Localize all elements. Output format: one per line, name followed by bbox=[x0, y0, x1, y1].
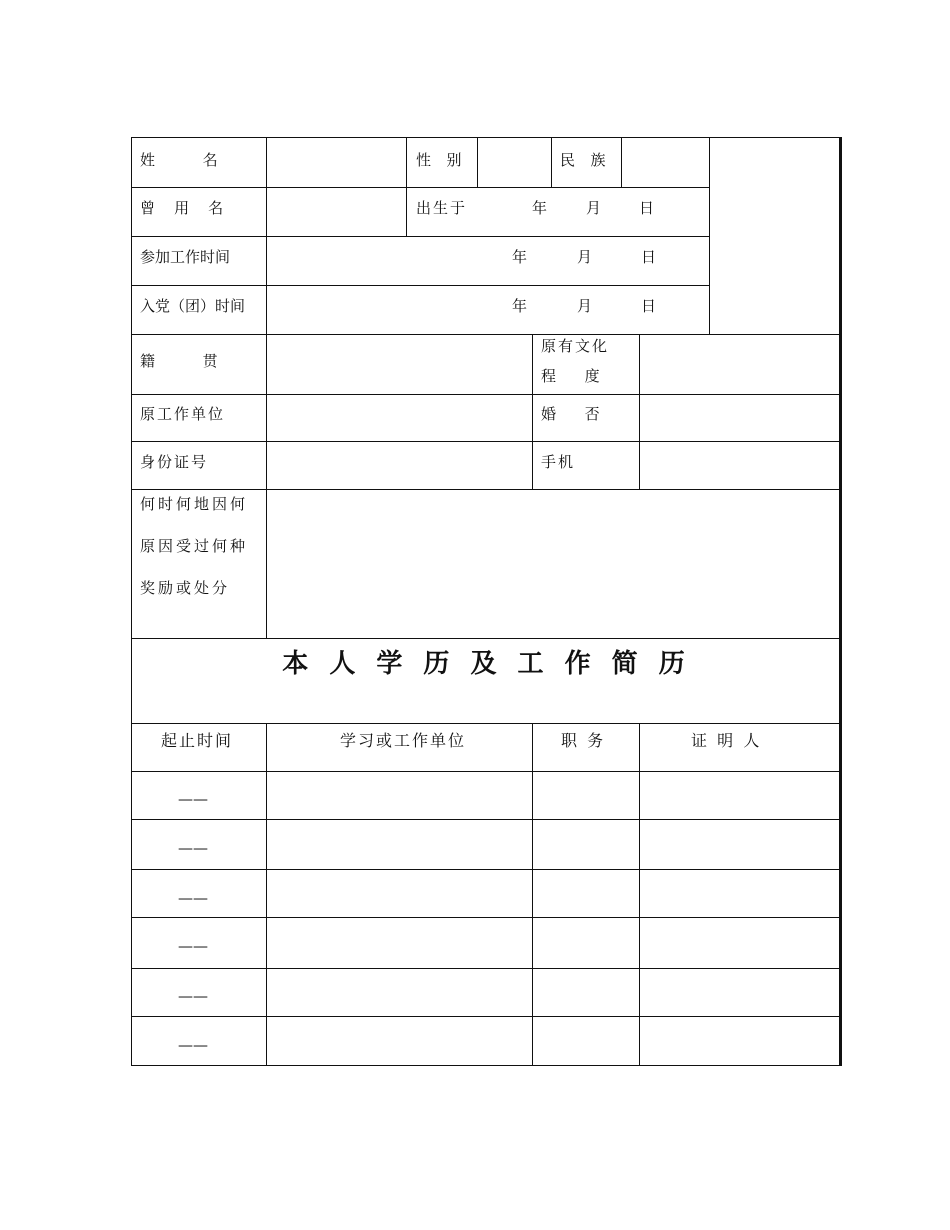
period-dash: —— bbox=[178, 839, 208, 857]
former-unit-label: 原工作单位 bbox=[140, 405, 226, 423]
awards-field[interactable] bbox=[267, 490, 839, 638]
former-name-label: 曾 用 名 bbox=[140, 199, 224, 217]
table-row[interactable] bbox=[132, 772, 839, 819]
table-row[interactable] bbox=[132, 820, 839, 869]
native-place-field[interactable] bbox=[267, 335, 532, 394]
ethnicity-label: 民 族 bbox=[560, 151, 608, 169]
position-header: 职 务 bbox=[561, 731, 604, 750]
mobile-field[interactable] bbox=[640, 442, 839, 489]
gender-field[interactable] bbox=[478, 138, 551, 187]
education-label-line1: 原有文化 bbox=[541, 337, 610, 355]
awards-label-line2: 原因受过何种 bbox=[140, 537, 249, 555]
col-line bbox=[551, 137, 552, 187]
row-line bbox=[131, 187, 710, 188]
born-year-label: 年 bbox=[532, 199, 548, 217]
join-party-year-label: 年 bbox=[512, 297, 528, 315]
period-dash: —— bbox=[178, 790, 208, 808]
history-title: 本 人 学 历 及 工 作 简 历 bbox=[282, 649, 691, 679]
witness-header: 证 明 人 bbox=[691, 731, 760, 750]
table-row[interactable] bbox=[132, 870, 839, 917]
period-dash: —— bbox=[178, 1036, 208, 1054]
row-line bbox=[131, 723, 842, 724]
ethnicity-field[interactable] bbox=[622, 138, 709, 187]
period-dash: —— bbox=[178, 937, 208, 955]
born-label: 出生于 bbox=[416, 199, 468, 217]
gender-label: 性 别 bbox=[416, 151, 464, 169]
name-field[interactable] bbox=[267, 138, 406, 187]
border-bottom bbox=[131, 1065, 842, 1066]
join-work-day-label: 日 bbox=[641, 248, 657, 266]
border-right bbox=[839, 137, 842, 1066]
row-line bbox=[131, 285, 710, 286]
join-party-month-label: 月 bbox=[577, 297, 593, 315]
born-day-label: 日 bbox=[639, 199, 655, 217]
name-label: 姓 名 bbox=[140, 151, 218, 169]
former-unit-field[interactable] bbox=[267, 395, 532, 441]
education-field[interactable] bbox=[640, 335, 839, 394]
period-dash: —— bbox=[178, 987, 208, 1005]
row-line bbox=[131, 638, 842, 639]
row-line bbox=[131, 236, 710, 237]
awards-label-line3: 奖励或处分 bbox=[140, 579, 231, 597]
col-line bbox=[406, 137, 407, 236]
former-name-field[interactable] bbox=[267, 188, 406, 236]
id-number-field[interactable] bbox=[267, 442, 532, 489]
table-row[interactable] bbox=[132, 969, 839, 1016]
unit-header: 学习或工作单位 bbox=[340, 731, 467, 750]
period-dash: —— bbox=[178, 889, 208, 907]
table-row[interactable] bbox=[132, 918, 839, 968]
join-work-month-label: 月 bbox=[577, 248, 593, 266]
col-line bbox=[532, 334, 533, 489]
education-label-line2: 程 度 bbox=[541, 367, 600, 385]
marital-field[interactable] bbox=[640, 395, 839, 441]
photo-area[interactable] bbox=[710, 138, 839, 334]
join-party-day-label: 日 bbox=[641, 297, 657, 315]
period-header: 起止时间 bbox=[161, 731, 234, 750]
native-place-label: 籍 贯 bbox=[140, 352, 218, 370]
join-work-year-label: 年 bbox=[512, 248, 528, 266]
born-month-label: 月 bbox=[586, 199, 602, 217]
registration-form bbox=[131, 137, 842, 1066]
id-number-label: 身份证号 bbox=[140, 453, 209, 471]
table-row[interactable] bbox=[132, 1017, 839, 1065]
mobile-label: 手机 bbox=[541, 453, 576, 471]
marital-label: 婚 否 bbox=[541, 405, 600, 423]
join-work-label: 参加工作时间 bbox=[140, 248, 231, 266]
join-party-label: 入党（团）时间 bbox=[140, 297, 246, 315]
awards-label-line1: 何时何地因何 bbox=[140, 495, 249, 513]
